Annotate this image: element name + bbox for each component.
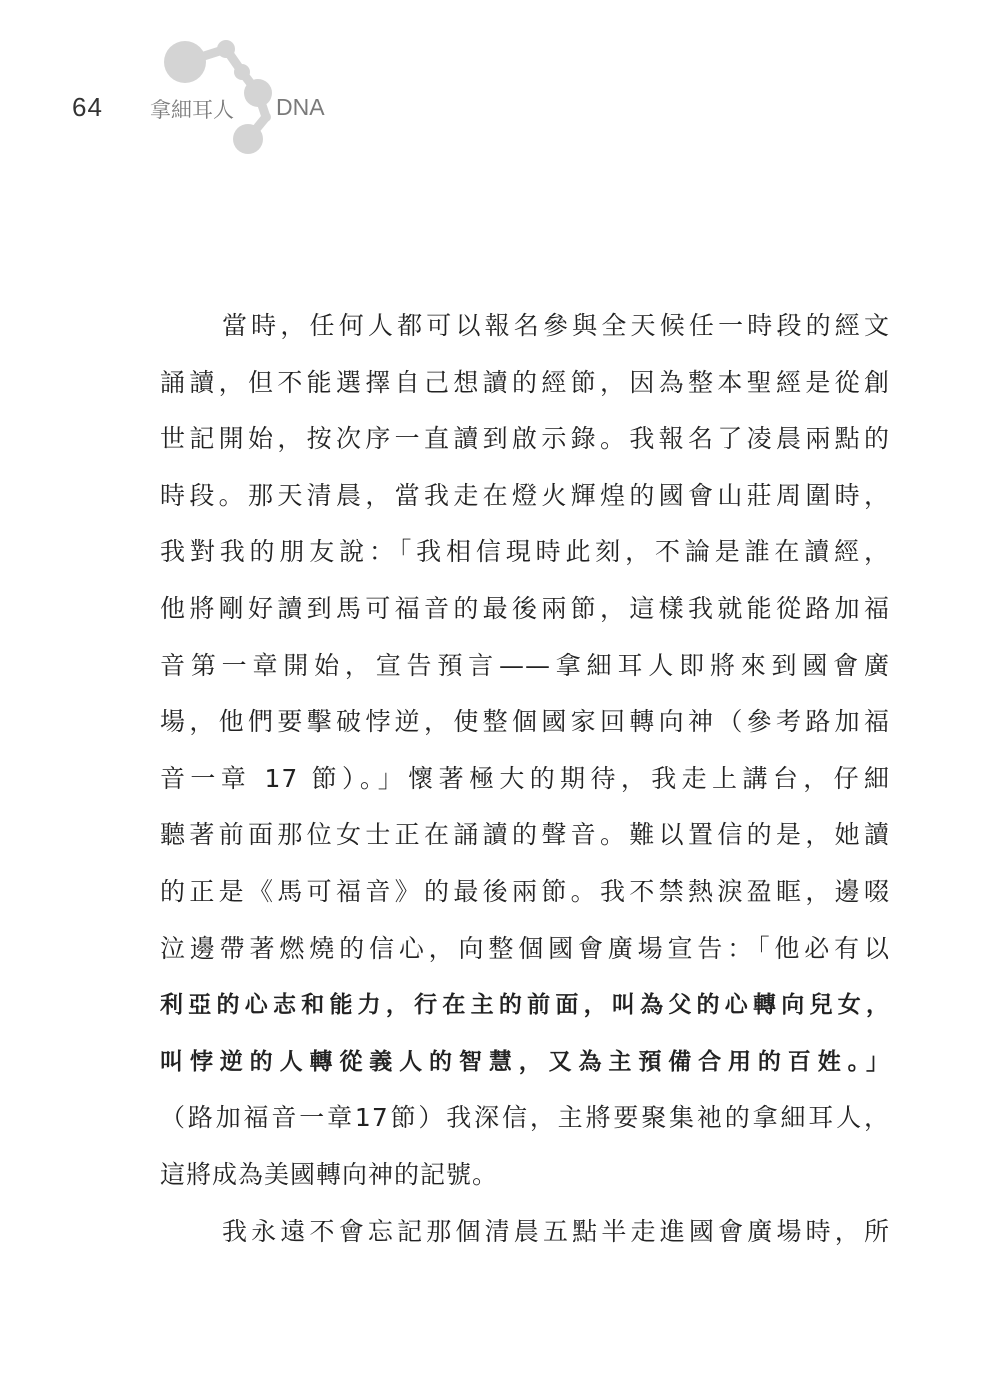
paragraph-line: 泣邊帶著燃燒的信心，向整個國會廣場宣告：「他必有以 [160,933,890,963]
paragraph-line: 世記開始，按次序一直讀到啟示錄。我報名了凌晨兩點的 [160,424,890,454]
paragraph-line: 當時，任何人都可以報名參與全天候任一時段的經文 [222,311,890,340]
paragraph-line: 誦讀，但不能選擇自己想讀的經節，因為整本聖經是從創 [160,367,890,397]
scripture-quote-line: 叫悖逆的人轉從義人的智慧，又為主預備合用的百姓。」 [160,1047,890,1075]
running-head-subtitle: DNA [276,94,325,120]
page-number: 64 [72,92,103,122]
paragraph-line: 的正是《馬可福音》的最後兩節。我不禁熱淚盈眶，邊啜 [160,876,890,906]
body-text [160,298,890,1260]
paragraph-line: 聽著前面那位女士正在誦讀的聲音。難以置信的是，她讀 [160,820,890,850]
paragraph-line: 音一章 17 節）。」懷著極大的期待，我走上講台，仔細 [160,763,890,793]
paragraph-line: 我對我的朋友說：「我相信現時此刻，不論是誰在讀經， [160,537,890,567]
paragraph-line: 這將成為美國轉向神的記號。 [160,1159,499,1189]
running-head-title: 拿細耳人 [150,98,234,122]
paragraph-line: 場，他們要擊破悖逆，使整個國家回轉向神（參考路加福 [160,707,890,737]
paragraph-line: 我永遠不會忘記那個清晨五點半走進國會廣場時，所 [222,1216,890,1246]
scripture-quote-line: 利亞的心志和能力，行在主的前面，叫為父的心轉向兒女， [160,991,890,1019]
paragraph-line: 音第一章開始，宣告預言——拿細耳人即將來到國會廣 [160,650,890,680]
paragraph-line: 時段。那天清晨，當我走在燈火輝煌的國會山莊周圍時， [160,480,890,510]
paragraph-line: 他將剛好讀到馬可福音的最後兩節，這樣我就能從路加福 [160,593,890,623]
paragraph-line: （路加福音一章17節）我深信，主將要聚集祂的拿細耳人， [160,1103,890,1133]
page-header [0,0,1000,170]
